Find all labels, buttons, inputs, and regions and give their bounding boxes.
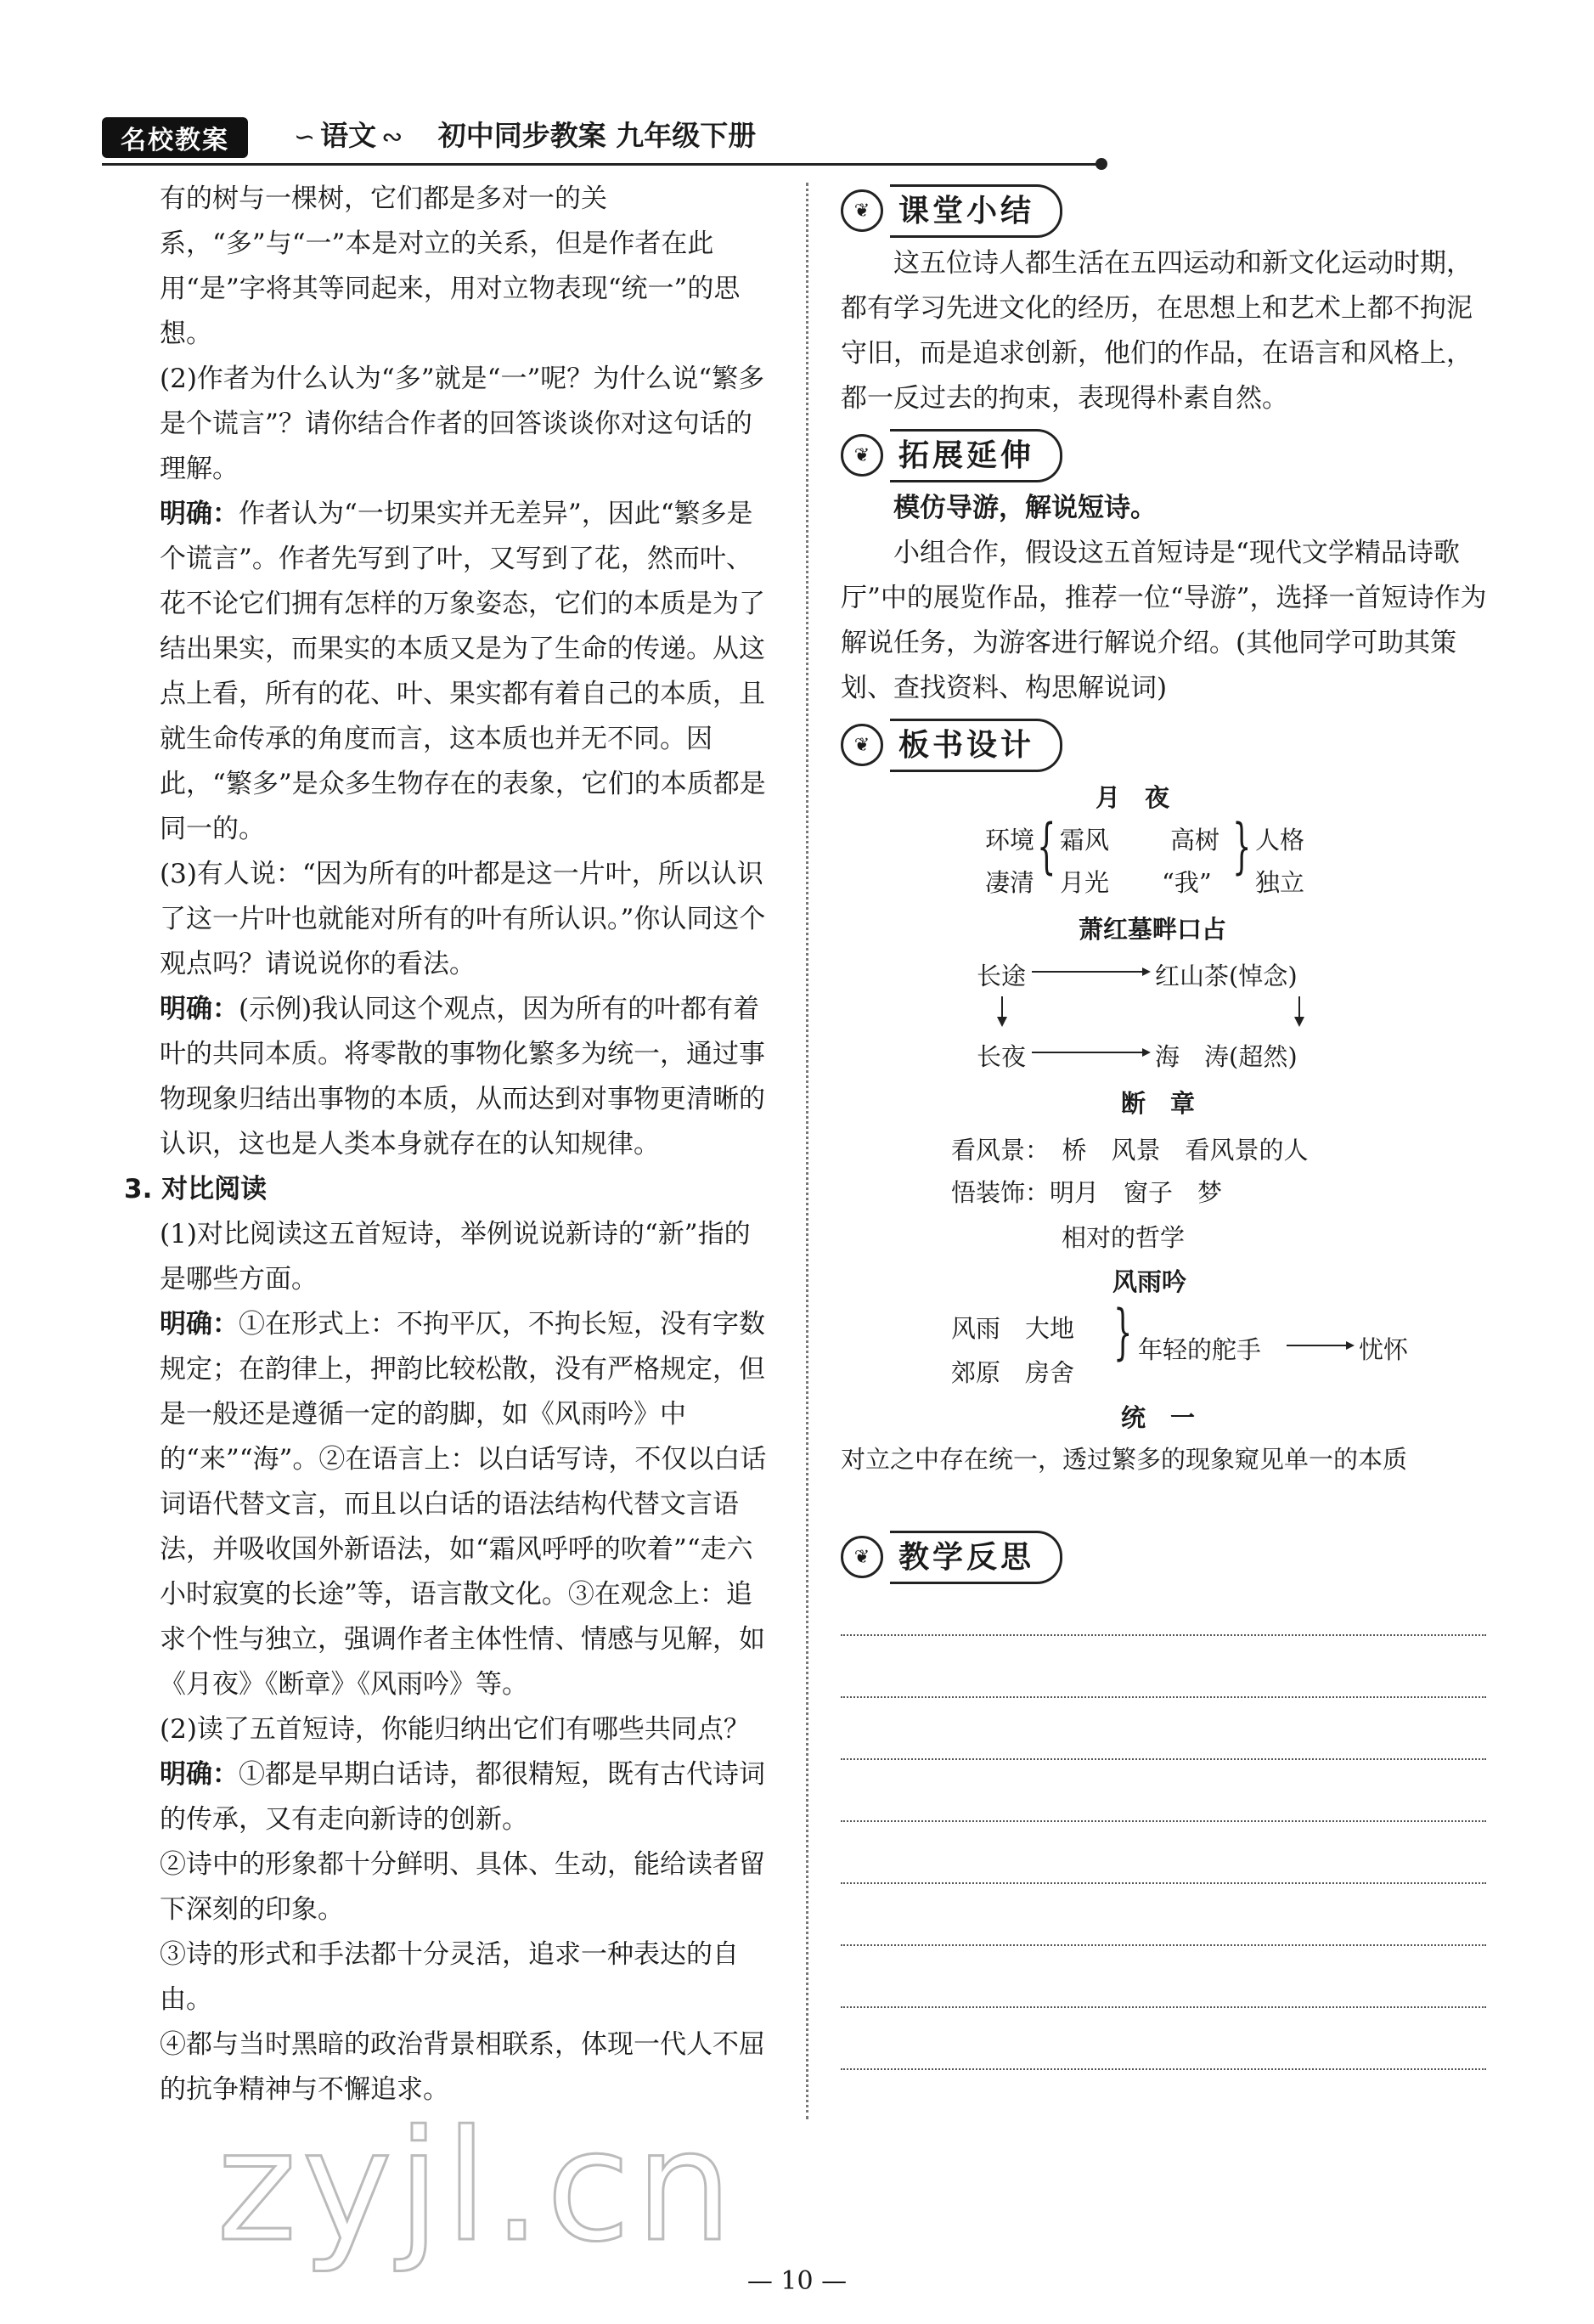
question: (2)作者为什么认为“多”就是“一”呢？为什么说“繁多是个谎言”？请你结合作者的回答谈谈你对这句话的理解。	[160, 364, 765, 484]
answer-text: ①在形式上：不拘平仄，不拘长短，没有字数规定；在韵律上，押韵比较松散，没有严格规定，但是一般还是遵循一定的韵脚，如《风雨吟》中的“来”“海”。②在语言上：以白话写诗，不仅以白话词语代替文言，而且以白话的语法结构代替文言语法，并吸收国外新语法，如“霜风呼呼的吹着”“走六小时寂寞的长途”等，语言散文化。③在观念上：追求个性与独立，强调作者主体性情、情感与见解，如《月夜》《断章》《风雨吟》等。	[160, 1309, 767, 1700]
brace-icon: }	[1232, 811, 1252, 881]
board-text: 风雨 大地	[951, 1314, 1075, 1343]
board-text: 人格	[1255, 826, 1305, 855]
board-text: 高树	[1170, 826, 1220, 855]
swirl-right-icon: ∾	[381, 122, 403, 152]
arrow-icon	[1032, 1047, 1151, 1058]
arrow-icon	[1032, 967, 1151, 977]
book-title: 初中同步教案 九年级下册	[437, 119, 757, 152]
section-title: 拓展延伸	[890, 429, 1062, 482]
page-header	[289, 114, 756, 154]
board-text: 海 涛(超然)	[1155, 1042, 1298, 1071]
book-icon: ❦	[841, 1536, 883, 1578]
section-heading	[124, 1167, 771, 1212]
series-logo: 名校教案	[102, 117, 248, 158]
answer-label: 明确：	[160, 499, 239, 529]
answer	[160, 1302, 771, 1707]
answer	[160, 492, 771, 852]
section-header-extension	[841, 430, 1495, 481]
board-text: 郊原 房舍	[951, 1358, 1075, 1387]
reflection-lines	[841, 1633, 1495, 2070]
section-header-summary	[841, 185, 1495, 236]
board-text: 独立	[1255, 868, 1305, 897]
brace-icon: }	[1113, 1297, 1133, 1367]
swirl-left-icon: ∽	[294, 122, 316, 152]
section-title: 教学反思	[890, 1531, 1062, 1584]
subject-label: 语文	[320, 119, 377, 152]
book-icon: ❦	[841, 434, 883, 477]
answer-item: ④都与当时黑暗的政治背景相联系，体现一代人不屈的抗争精神与不懈追求。	[160, 2029, 765, 2105]
answer-item: ②诗中的形象都十分鲜明、具体、生动，能给读者留下深刻的印象。	[160, 1849, 765, 1925]
answer	[160, 1752, 771, 1842]
board-design	[841, 776, 1495, 1523]
board-title-duanzhang: 断 章	[1121, 1089, 1196, 1118]
section-number: 3.	[124, 1174, 153, 1204]
board-text: 长途	[977, 962, 1027, 990]
writing-line[interactable]	[841, 1695, 1486, 1698]
board-text: 凄清	[985, 868, 1035, 897]
answer-label: 明确：	[160, 1759, 239, 1790]
board-title-yueye: 月 夜	[1096, 783, 1170, 812]
board-text: 长夜	[977, 1042, 1027, 1071]
writing-line[interactable]	[841, 1881, 1486, 1884]
watermark: zyjl.cn	[217, 2098, 738, 2276]
board-text: 月光	[1060, 868, 1110, 897]
writing-line[interactable]	[841, 2005, 1486, 2008]
book-icon: ❦	[841, 724, 883, 766]
question: (2)读了五首短诗，你能归纳出它们有哪些共同点？	[160, 1714, 750, 1745]
writing-line[interactable]	[841, 1633, 1486, 1636]
arrow-down-icon	[996, 996, 1008, 1027]
answer-label: 明确：	[160, 1309, 239, 1340]
board-text: 相对的哲学	[1062, 1223, 1186, 1252]
board-conclusion: 对立之中存在统一，透过繁多的现象窥见单一的本质	[841, 1445, 1408, 1474]
section-header-board	[841, 719, 1495, 770]
header-rule-dot	[1096, 158, 1107, 170]
answer-text: ①都是早期白话诗，都很精短，既有古代诗词的传承，又有走向新诗的创新。	[160, 1759, 765, 1835]
book-icon: ❦	[841, 189, 883, 232]
writing-line[interactable]	[841, 1819, 1486, 1822]
writing-line[interactable]	[841, 1943, 1486, 1946]
header-rule	[102, 163, 1099, 166]
board-text: 忧怀	[1359, 1335, 1409, 1364]
section-title: 板书设计	[890, 719, 1062, 772]
arrow-icon	[1287, 1340, 1355, 1351]
question: (1)对比阅读这五首短诗，举例说说新诗的“新”指的是哪些方面。	[160, 1219, 751, 1295]
answer-text: 作者认为“一切果实并无差异”，因此“繁多是个谎言”。作者先写到了叶，又写到了花，然而叶、花不论它们拥有怎样的万象姿态，它们的本质是为了结出果实，而果实的本质又是为了生命的传递。从这点上看，所有的花、叶、果实都有着自己的本质，且就生命传承的角度而言，这本质也并无不同。因此，“繁多”是众多生物存在的表象，它们的本质都是同一的。	[160, 499, 766, 844]
board-title-xiaohong: 萧红墓畔口占	[1079, 915, 1227, 944]
answer	[160, 987, 771, 1167]
page-number: — 10 —	[746, 2266, 848, 2296]
answer-label: 明确：	[160, 994, 239, 1024]
board-text: 悟装饰：明月 窗子 梦	[951, 1178, 1223, 1207]
section-header-reflection	[841, 1531, 1495, 1582]
brace-icon: {	[1037, 811, 1056, 881]
writing-line[interactable]	[841, 1757, 1486, 1760]
section-title: 课堂小结	[890, 184, 1062, 238]
extension-paragraph: 小组合作，假设这五首短诗是“现代文学精品诗歌厅”中的展览作品，推荐一位“导游”，选择一首短诗作为解说任务，为游客进行解说介绍。(其他同学可助其策划、查找资料、构思解说词)	[841, 538, 1487, 703]
board-text: 霜风	[1060, 826, 1110, 855]
arrow-down-icon	[1293, 996, 1305, 1027]
column-divider	[806, 183, 808, 2119]
question: (3)有人说：“因为所有的叶都是这一片叶，所以认识了这一片叶也就能对所有的叶有所认识。”你认同这个观点吗？请说说你的看法。	[160, 859, 766, 979]
answer-text: (示例)我认同这个观点，因为所有的叶都有着叶的共同本质。将零散的事物化繁多为统一，通过事物现象归结出事物的本质，从而达到对事物更清晰的认识，这也是人类本身就存在的认知规律。	[160, 994, 765, 1159]
summary-paragraph: 这五位诗人都生活在五四运动和新文化运动时期，都有学习先进文化的经历，在思想上和艺术上都不拘泥守旧，而是追求创新，他们的作品，在语言和风格上，都一反过去的拘束，表现得朴素自然。	[841, 248, 1473, 414]
board-text: 年轻的舵手	[1138, 1335, 1262, 1364]
extension-title: 模仿导游，解说短诗。	[893, 493, 1157, 523]
board-text: 看风景： 桥 风景 看风景的人	[951, 1136, 1309, 1165]
board-title-unity: 统 一	[1121, 1403, 1196, 1432]
section-title: 对比阅读	[161, 1174, 268, 1204]
board-text: 环境	[985, 826, 1035, 855]
paragraph: 有的树与一棵树，它们都是多对一的关系，“多”与“一”本是对立的关系，但是作者在此用“是”字将其等同起来，用对立物表现“统一”的思想。	[160, 183, 741, 349]
writing-line[interactable]	[841, 2067, 1486, 2070]
board-text: “我”	[1162, 868, 1212, 897]
answer-item: ③诗的形式和手法都十分灵活，追求一种表达的自由。	[160, 1939, 739, 2015]
right-column	[841, 177, 1495, 2129]
left-column	[124, 177, 771, 2112]
board-text: 红山茶(悼念)	[1155, 962, 1298, 990]
board-title-fengyuyin: 风雨吟	[1112, 1267, 1187, 1296]
